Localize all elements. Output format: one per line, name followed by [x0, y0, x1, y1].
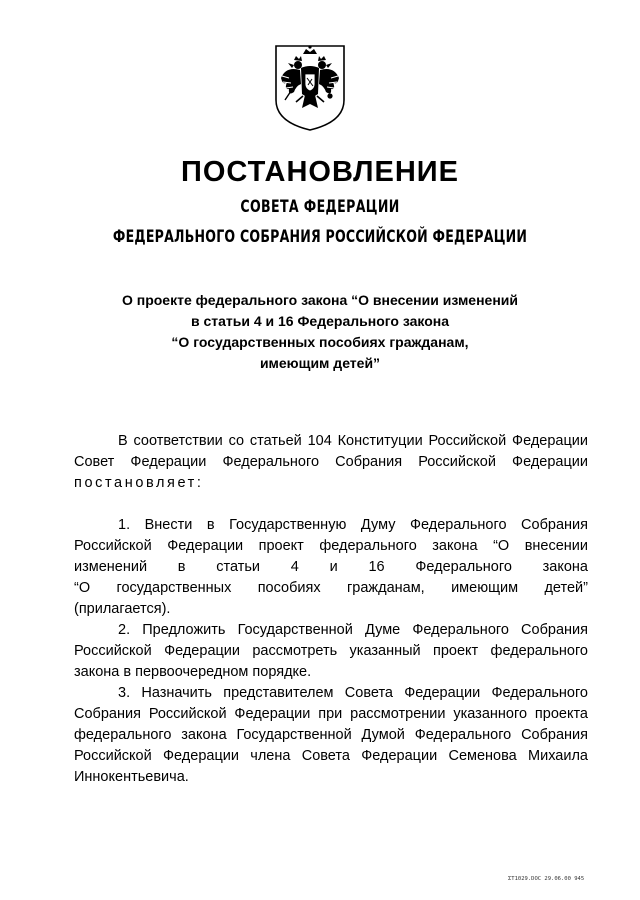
item-line: Российской Федерации проект федерального закона “О внесении [74, 538, 588, 554]
resolution-item-2: 2. Предложить Государственной Думе Федерального Собрания Российской Федерации рассмотреть указанный проект федерального закона в первоочередном порядке. [74, 622, 588, 680]
item-line: “О государственных пособиях гражданам, имеющим детей” [74, 580, 588, 596]
resolution-subject [70, 290, 570, 374]
preamble [74, 431, 588, 494]
issuer-line-2: ФЕДЕРАЛЬНОГО СОБРАНИЯ РОССИЙСКОЙ ФЕДЕРАЦИИ [112, 227, 528, 247]
subject-line: “О государственных пособиях гражданам, [171, 334, 469, 350]
item-line: 1. Внести в Государственную Думу Федерального Собрания [118, 517, 588, 533]
issuer-line-1: СОВЕТА ФЕДЕРАЦИИ [240, 197, 400, 217]
coat-of-arms-icon [272, 42, 348, 134]
resolution-items [74, 515, 588, 788]
file-reference-mark: ΣΤ1029.DOC 29.06.00 945 [508, 876, 585, 882]
resolution-item-3: 3. Назначить представителем Совета Федерации Федерального Собрания Российской Федерации при рассмотрении указанного проекта федерального закона Государственной Думой Федерального Собрания Российской Федерации члена Совета Федерации Семенова Михаила Иннокентьевича. [74, 685, 588, 785]
item-line: изменений в статьи 4 и 16 Федерального закона [74, 559, 588, 575]
document-title: ПОСТАНОВЛЕНИЕ [181, 156, 459, 188]
decree-word: постановляет: [74, 475, 204, 491]
preamble-paragraph [74, 431, 588, 494]
subject-line: О проекте федерального закона “О внесении изменений [121, 292, 519, 308]
subject-line: имеющим детей” [259, 355, 381, 371]
preamble-text: В соответствии со статьей 104 Конституции Российской Федерации Совет Федерации Федерального Собрания Российской Федерации [74, 433, 588, 470]
item-line: (прилагается). [74, 601, 171, 617]
coat-of-arms-graphic [272, 42, 348, 134]
resolution-item-1 [74, 515, 588, 620]
subject-line: в статьи 4 и 16 Федерального закона [190, 313, 450, 329]
